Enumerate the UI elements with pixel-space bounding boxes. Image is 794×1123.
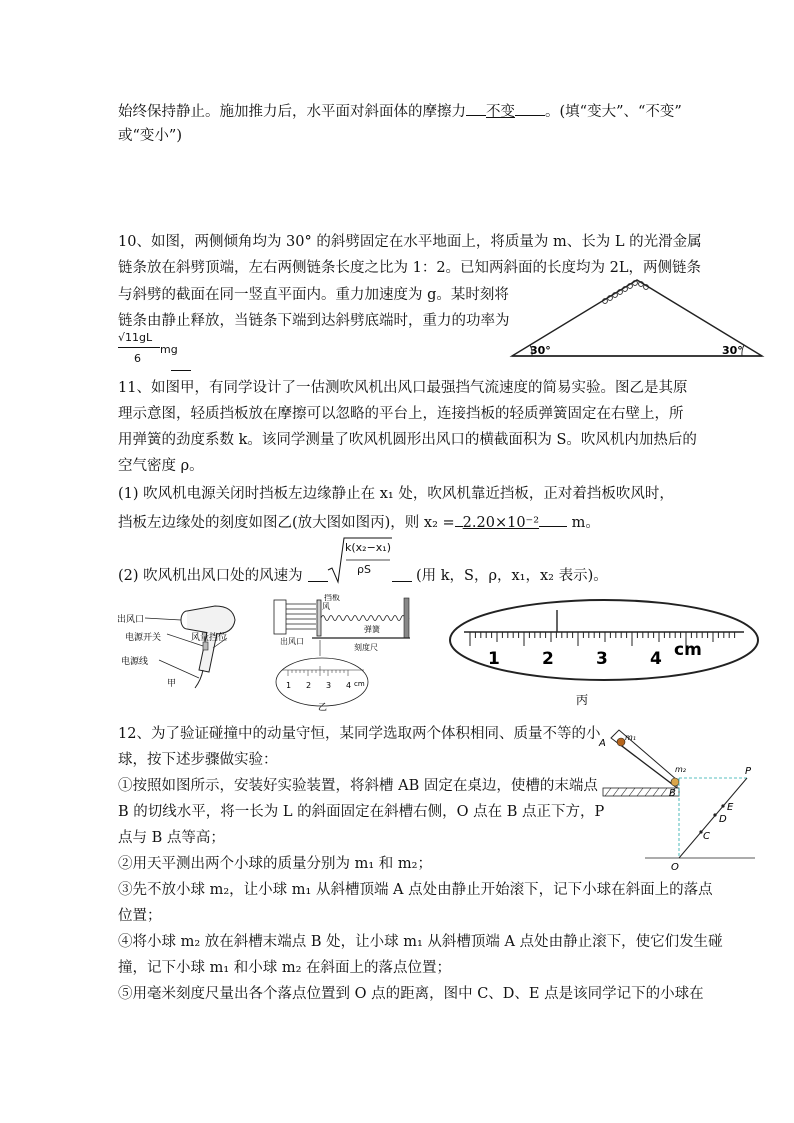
q10-answer-numerator: √11gL: [118, 331, 153, 344]
label-B: B: [669, 788, 676, 799]
q12-step2: ②用天平测出两个小球的质量分别为 m₁ 和 m₂；: [118, 856, 432, 872]
label-power-switch: 电源开关: [125, 633, 162, 643]
q11-part1-answer: 2.20×10⁻²: [462, 515, 540, 531]
label-C: C: [703, 831, 710, 842]
yi-tick-1: 1: [286, 681, 292, 690]
hair-dryer-figure: [115, 600, 275, 695]
q9-line-1: [118, 99, 682, 122]
q12-line-2: 球，按下述步骤做实验：: [118, 752, 278, 768]
label-m1: m₁: [625, 733, 636, 742]
q11-line-1: 11、如图甲，有同学设计了一估测吹风机出风口最强挡气流速度的简易实验。图乙是其原: [118, 380, 688, 396]
q10-answer-denominator: 6: [134, 352, 141, 365]
q12-step1-a: ①按照如图所示，安装好实验装置，将斜槽 AB 固定在桌边，使槽的末端点: [118, 778, 598, 794]
q12-step3-b: 位置；: [118, 908, 162, 924]
label-wind: 风: [322, 602, 330, 611]
yi-tick-3: 3: [326, 681, 332, 690]
q11-part1-line-2: [118, 510, 600, 533]
label-yi-outlet: 出风口: [280, 637, 304, 646]
caption-yi: 乙: [318, 703, 328, 712]
label-P: P: [745, 766, 752, 777]
yi-tick-4: 4: [346, 681, 352, 690]
label-O: O: [671, 862, 679, 873]
q11-line-3: 用弹簧的劲度系数 k。该同学测量了吹风机圆形出风口的横截面积为 S。吹风机内加热后的: [118, 432, 697, 448]
bing-tick-4: 4: [650, 649, 662, 669]
yi-tick-2: 2: [306, 681, 312, 690]
angle-left-label: 30°: [530, 344, 551, 357]
label-cord: 电源线: [121, 657, 149, 667]
q9-answer: 不变: [486, 104, 515, 120]
label-outlet: 出风口: [117, 615, 145, 625]
q10-line-3: 与斜劈的截面在同一竖直平面内。重力加速度为 g。某时刻将: [118, 287, 509, 303]
bing-tick-2: 2: [542, 649, 554, 669]
q10-fraction-bar: [118, 347, 160, 348]
label-E: E: [727, 802, 734, 813]
label-A: A: [599, 738, 606, 749]
q9-line-2: 或“变小”): [118, 128, 182, 144]
angle-right-label: 30°: [722, 344, 743, 357]
q9-text: 始终保持静止。施加推力后，水平面对斜面体的摩擦力: [118, 104, 466, 120]
q11-line-2: 理示意图，轻质挡板放在摩擦可以忽略的平台上，连接挡板的轻质弹簧固定在右壁上，所: [118, 406, 684, 422]
label-spring: 弹簧: [364, 625, 380, 634]
bing-unit: cm: [674, 640, 702, 660]
q12-step4-a: ④将小球 m₂ 放在斜槽末端点 B 处，让小球 m₁ 从斜槽顶端 A 点处由静止滚下，使它们发生碰: [118, 934, 723, 950]
apparatus-figure: [268, 594, 438, 712]
q10-line-2: 链条放在斜劈顶端，左右两侧链条长度之比为 1：2。已知两斜面的长度均为 2L，两侧链条: [118, 260, 702, 276]
yi-ruler-ticks: [288, 666, 348, 676]
caption-bing: 丙: [576, 693, 589, 707]
label-scale: 刻度尺: [354, 643, 378, 652]
label-gear: 风量挡位: [191, 633, 228, 643]
bing-tick-1: 1: [488, 649, 500, 669]
magnified-ruler-figure: [446, 596, 764, 708]
ball-m2: [671, 778, 679, 786]
q11-part2-text: (2) 吹风机出风口处的风速为: [118, 568, 303, 584]
caption-jia: 甲: [167, 679, 177, 689]
label-D: D: [719, 814, 727, 825]
q10-line-1: 10、如图，两侧倾角均为 30° 的斜劈固定在水平地面上，将质量为 m、长为 L 的光滑金属: [118, 234, 702, 250]
q10-answer-underline: [171, 370, 191, 371]
q12-step1-b: B 的切线水平，将一长为 L 的斜面固定在斜槽右侧，O 点在 B 点正下方，P: [118, 804, 605, 820]
bing-tick-3: 3: [596, 649, 608, 669]
q11-part1-unit: m。: [571, 515, 600, 531]
q10-answer-mg: mg: [160, 343, 178, 356]
q12-line-1: 12、为了验证碰撞中的动量守恒，某同学选取两个体积相同、质量不等的小: [118, 726, 601, 742]
q12-step5: ⑤用毫米刻度尺量出各个落点位置到 O 点的距离，图中 C、D、E 点是该同学记下的小球在: [118, 986, 704, 1002]
q9-hint: 。(填“变大”、“不变”: [545, 104, 682, 120]
label-m2: m₂: [675, 765, 686, 774]
ball-m1: [617, 738, 625, 746]
q11-line-4: 空气密度 ρ。: [118, 458, 204, 474]
q11-part2-denominator: ρS: [357, 563, 371, 576]
collision-apparatus-figure: [595, 724, 760, 874]
q12-step1-c: 点与 B 点等高；: [118, 830, 225, 846]
q11-part1-line-1: (1) 吹风机电源关闭时挡板左边缘静止在 x₁ 处，吹风机靠近挡板，正对着挡板吹风时，: [118, 486, 674, 502]
q12-step3-a: ③先不放小球 m₂，让小球 m₁ 从斜槽顶端 A 点处由静止开始滚下，记下小球在斜面上的落点: [118, 882, 713, 898]
wedge-diagram: [508, 276, 766, 360]
q11-part2-numerator: k(x₂−x₁): [345, 541, 392, 554]
chain-links: [603, 281, 649, 304]
yi-unit: cm: [354, 680, 365, 688]
q10-line-4: 链条由静止释放，当链条下端到达斜劈底端时，重力的功率为: [118, 313, 510, 329]
label-plate: 挡板: [324, 594, 340, 602]
q11-part2-hint: (用 k，S，ρ，x₁，x₂ 表示)。: [416, 568, 608, 584]
q12-step4-b: 撞，记下小球 m₁ 和小球 m₂ 在斜面上的落点位置；: [118, 960, 452, 976]
q11-part1-text: 挡板左边缘处的刻度如图乙(放大图如图丙)，则 x₂ =: [118, 515, 455, 531]
